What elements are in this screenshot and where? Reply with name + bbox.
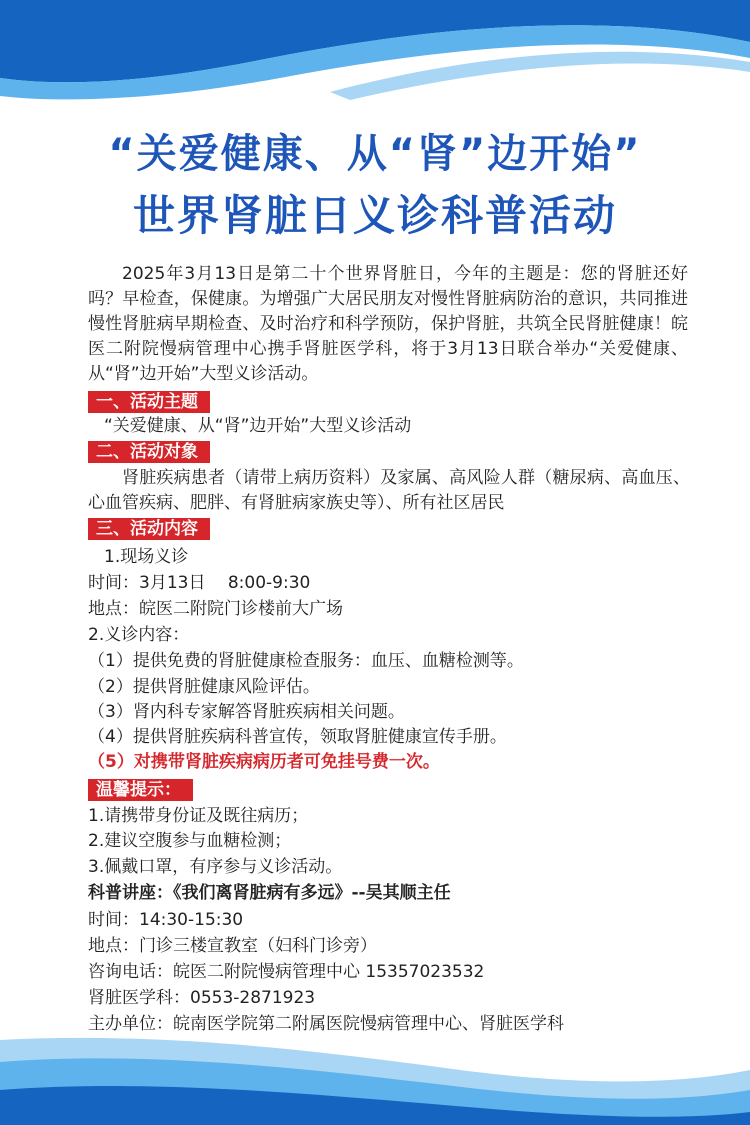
service-item: （4）提供肾脏疾病科普宣传，领取肾脏健康宣传手册。: [88, 727, 507, 747]
tip-item: 3.佩戴口罩，有序参与义诊活动。: [88, 857, 343, 877]
poster-title-line2: 世界肾脏日义诊科普活动: [132, 191, 617, 240]
lecture-time: 时间：14:30-15:30: [88, 910, 244, 930]
poster-title-line1: “关爱健康、从“肾”边开始”: [108, 131, 642, 177]
bottom-wave-decoration: [0, 1030, 750, 1125]
dept-phone: 肾脏医学科：0553-2871923: [88, 988, 316, 1008]
theme-text: “关爱健康、从“肾”边开始”大型义诊活动: [104, 416, 412, 436]
section-label-theme: 一、活动主题: [88, 391, 210, 413]
service-item: （2）提供肾脏健康风险评估。: [88, 677, 320, 697]
lecture-title: 科普讲座：《我们离肾脏病有多远》--吴其顺主任: [88, 883, 451, 903]
section-label-content: 三、活动内容: [88, 518, 210, 540]
tips-label: 温馨提示：: [88, 779, 193, 801]
content-item1-time: 时间：3月13日 8:00-9:30: [88, 573, 311, 593]
service-item: （3）肾内科专家解答肾脏疾病相关问题。: [88, 702, 405, 722]
tip-item: 1.请携带身份证及既往病历；: [88, 806, 309, 826]
content-item1-title: 1.现场义诊: [104, 547, 189, 567]
top-wave-decoration: [0, 0, 750, 120]
organizer: 主办单位：皖南医学院第二附属医院慢病管理中心、肾脏医学科: [88, 1014, 564, 1034]
content-item1-place: 地点：皖医二附院门诊楼前大广场: [88, 599, 343, 619]
tip-item: 2.建议空腹参与血糖检测；: [88, 831, 292, 851]
consult-phone: 咨询电话：皖医二附院慢病管理中心 15357023532: [88, 962, 485, 982]
target-text: 肾脏疾病患者（请带上病历资料）及家属、高风险人群（糖尿病、高血压、心血管疾病、肥胖、有肾脏病家族史等）、所有社区居民: [88, 468, 690, 513]
service-item-highlight: （5）对携带肾脏疾病病历者可免挂号费一次。: [88, 752, 440, 772]
section-label-target: 二、活动对象: [88, 441, 210, 463]
lecture-place: 地点：门诊三楼宣教室（妇科门诊旁）: [88, 936, 377, 956]
content-item2-title: 2.义诊内容：: [88, 625, 190, 645]
intro-paragraph: 2025年3月13日是第二十个世界肾脏日，今年的主题是：您的肾脏还好吗？早检查，保健康。为增强广大居民朋友对慢性肾脏病防治的意识，共同推进慢性肾脏病早期检查、及时治疗和科学预防，保护肾脏，共筑全民肾脏健康！皖医二附院慢病管理中心携手肾脏医学科，将于3月13日联合举办“关爱健康、从“肾”边开始”大型义诊活动。: [88, 264, 688, 384]
service-item: （1）提供免费的肾脏健康检查服务：血压、血糖检测等。: [88, 651, 524, 671]
